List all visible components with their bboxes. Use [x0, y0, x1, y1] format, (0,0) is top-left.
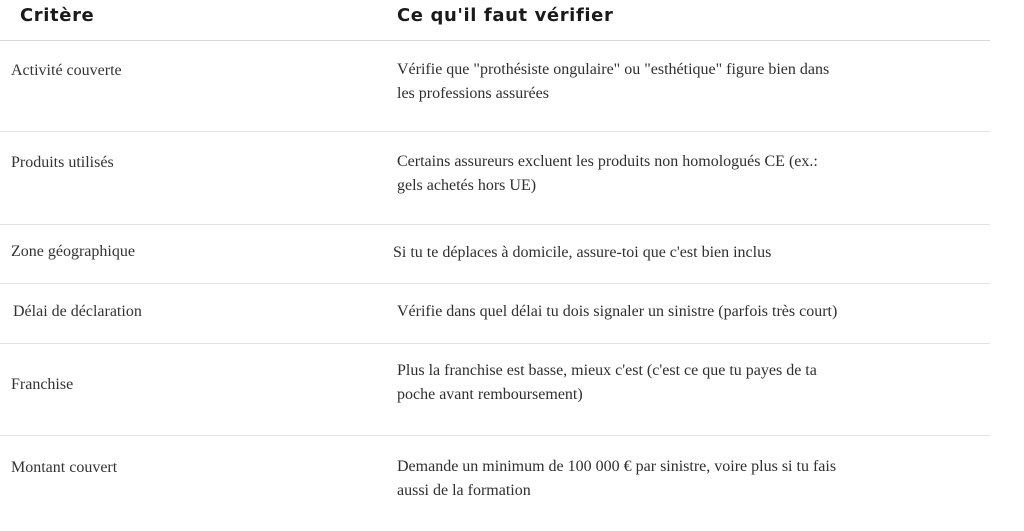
column-header-criterion: Critère [20, 5, 95, 26]
criterion-cell: Franchise [11, 376, 74, 393]
check-line: Demande un minimum de 100 000 € par sinistre, voire plus si tu fais [397, 458, 837, 475]
check-cell [393, 241, 913, 265]
check-line: aussi de la formation [397, 482, 531, 499]
criterion-cell: Produits utilisés [11, 154, 114, 171]
check-cell [397, 359, 917, 407]
column-header-check: Ce qu'il faut vérifier [397, 5, 614, 26]
table-row [0, 132, 990, 225]
table-header [0, 0, 990, 41]
check-line: les professions assurées [397, 85, 549, 102]
table-row [0, 436, 990, 531]
criterion-cell: Activité couverte [11, 62, 122, 79]
criterion-cell: Montant couvert [11, 459, 118, 476]
check-line: Vérifie que "prothésiste ongulaire" ou "esthétique" figure bien dans [397, 61, 830, 78]
criterion-cell: Zone géographique [11, 243, 135, 260]
check-cell [397, 300, 917, 324]
criterion-cell: Délai de déclaration [13, 303, 142, 320]
table-row [0, 41, 990, 132]
check-line: Si tu te déplaces à domicile, assure-toi que c'est bien inclus [393, 244, 772, 261]
check-cell [397, 58, 917, 106]
check-line: gels achetés hors UE) [397, 177, 537, 194]
table-row [0, 284, 990, 344]
table-row [0, 344, 990, 436]
check-line: poche avant remboursement) [397, 386, 583, 403]
check-cell [397, 150, 917, 198]
table-row [0, 225, 990, 284]
check-line: Certains assureurs excluent les produits non homologués CE (ex.: [397, 153, 818, 170]
check-line: Plus la franchise est basse, mieux c'est (c'est ce que tu payes de ta [397, 362, 817, 379]
check-cell [397, 455, 917, 503]
check-line: Vérifie dans quel délai tu dois signaler un sinistre (parfois très court) [397, 303, 838, 320]
